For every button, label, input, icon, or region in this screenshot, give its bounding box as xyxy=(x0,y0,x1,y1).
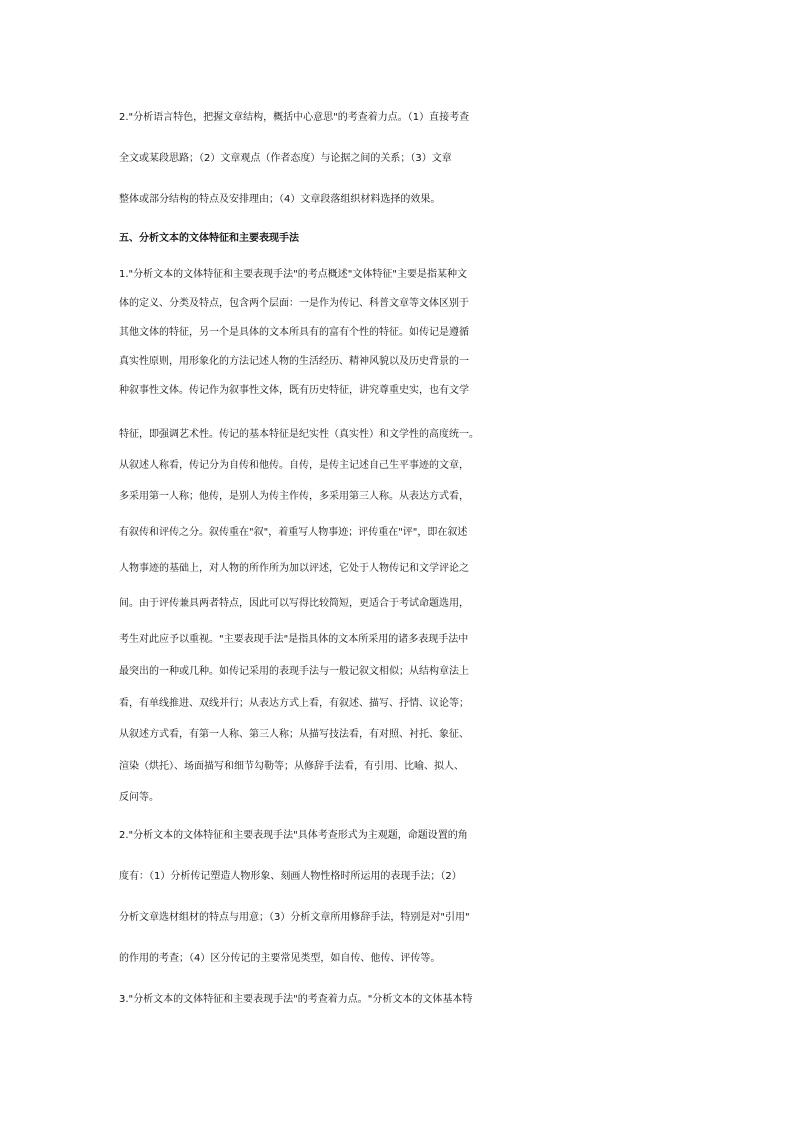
text-line: 2."分析语言特色，把握文章结构，概括中心意思"的考查着力点。（1）直接考查 xyxy=(119,112,470,123)
section-heading: 五、分析文本的文体特征和主要表现手法 xyxy=(119,233,299,244)
text-line: 种叙事性文体。传记作为叙事性文体，既有历史特征，讲究尊重史实，也有文学 xyxy=(119,385,469,396)
text-line: 体的定义、分类及特点，包含两个层面：一是作为传记、科普文章等文体区别于 xyxy=(119,298,469,309)
text-line: 渲染（烘托）、场面描写和细节勾勒等；从修辞手法看，有引用、比喻、拟人、 xyxy=(119,761,464,772)
text-line: 反问等。 xyxy=(119,792,159,803)
text-line: 整体或部分结构的特点及安排理由；（4）文章段落组织材料选择的效果。 xyxy=(119,194,441,205)
text-line: 全文或某段思路；（2）文章观点（作者态度）与论据之间的关系；（3）文章 xyxy=(119,153,452,164)
text-line: 3."分析文本的文体特征和主要表现手法"的考查着力点。"分析文本的文体基本特 xyxy=(119,994,473,1005)
text-line: 的作用的考查；（4）区分传记的主要常见类型，如自传、他传、评传等。 xyxy=(119,953,441,964)
text-line: 1."分析文本的文体特征和主要表现手法"的考点概述"文体特征"主要是指某种文 xyxy=(119,269,467,280)
text-line: 2."分析文本的文体特征和主要表现手法"具体考查形式为主观题，命题设置的角 xyxy=(119,830,468,841)
text-line: 多采用第一人称；他传，是别人为传主作传，多采用第三人称。从表达方式看， xyxy=(119,491,469,502)
text-line: 其他文体的特征，另一个是具体的文本所具有的富有个性的特征。如传记是遵循 xyxy=(119,327,469,338)
text-line: 人物事迹的基础上，对人物的所作所为加以评述，它处于人物传记和文学评论之 xyxy=(119,563,469,574)
text-line: 分析文章选材组材的特点与用意；（3）分析文章所用修辞手法，特别是对"引用" xyxy=(119,912,470,923)
text-line: 特征，即强调艺术性。传记的基本特征是纪实性（真实性）和文学性的高度统一。 xyxy=(119,429,479,440)
text-line: 看，有单线推进、双线并行；从表达方式上看，有叙述、描写、抒情、议论等； xyxy=(119,698,469,709)
text-line: 考生对此应予以重视。"主要表现手法"是指具体的文本所采用的诸多表现手法中 xyxy=(119,634,469,645)
text-line: 有叙传和评传之分。叙传重在"叙"，着重写人物事迹；评传重在"评"，即在叙述 xyxy=(119,527,468,538)
text-line: 最突出的一种或几种。如传记采用的表现手法与一般记叙文相似；从结构章法上 xyxy=(119,666,469,677)
text-line: 从叙述人称看，传记分为自传和他传。自传，是传主记述自己生平事迹的文章， xyxy=(119,460,469,471)
text-line: 度有：（1）分析传记塑造人物形象、刻画人物性格时所运用的表现手法；（2） xyxy=(119,871,462,882)
text-line: 真实性原则，用形象化的方法记述人物的生活经历、精神风貌以及历史背景的一 xyxy=(119,356,469,367)
text-line: 从叙述方式看，有第一人称、第三人称；从描写技法看，有对照、衬托、象征、 xyxy=(119,729,469,740)
text-line: 间。由于评传兼具两者特点，因此可以写得比较简短，更适合于考试命题选用， xyxy=(119,598,469,609)
